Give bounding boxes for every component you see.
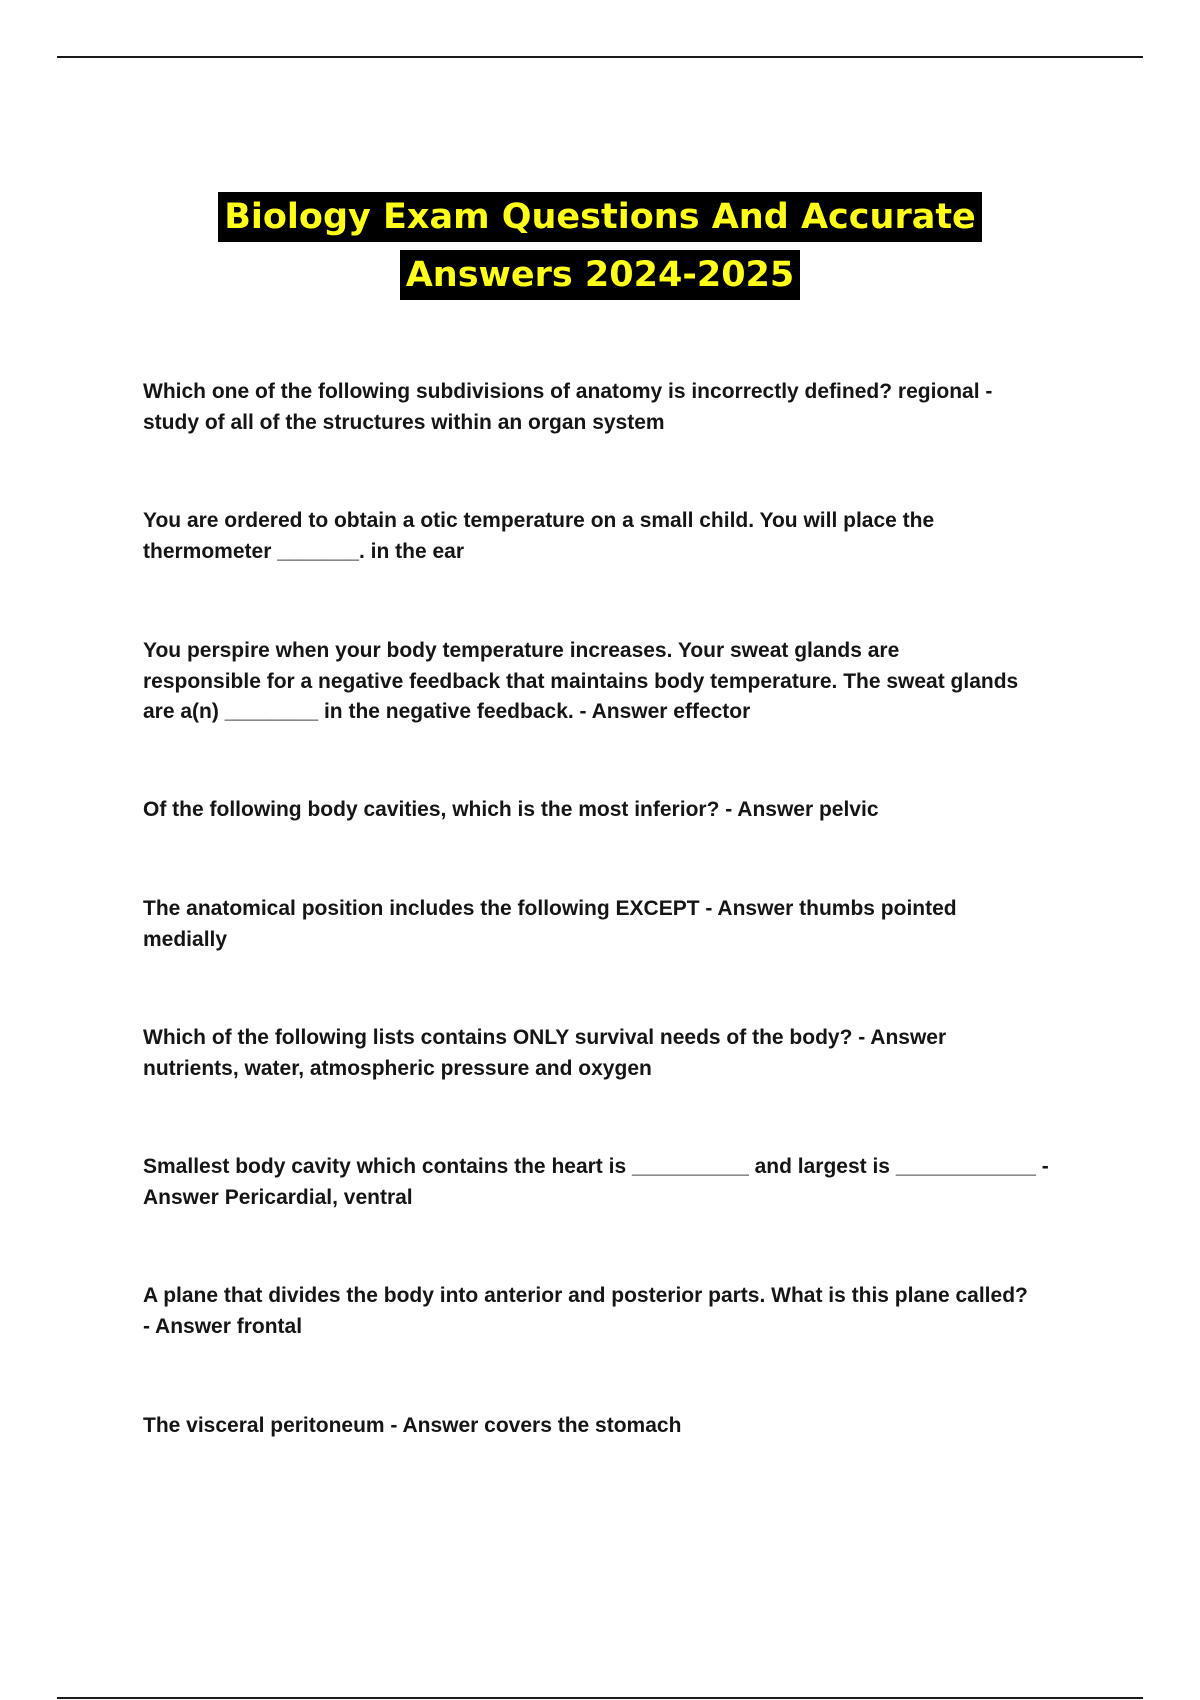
question-line: Which of the following lists contains ONLY survival needs of the body? - Answer: [143, 1026, 947, 1049]
question-line: medially: [143, 927, 228, 951]
question-line: study of all of the structures within an organ system: [143, 410, 665, 434]
question-line: - Answer frontal: [143, 1314, 303, 1338]
question-item: [143, 894, 1093, 955]
question-line: are a(n) ________ in the negative feedback. - Answer effector: [143, 700, 751, 723]
question-item: [143, 1152, 1093, 1213]
question-item: [143, 1023, 1093, 1084]
question-line: You are ordered to obtain a otic temperature on a small child. You will place the: [143, 509, 935, 532]
bottom-divider: [57, 1697, 1143, 1699]
document-title: [0, 192, 1200, 300]
question-line: A plane that divides the body into anterior and posterior parts. What is this plane called?: [143, 1284, 1028, 1307]
question-line: thermometer _______. in the ear: [143, 539, 464, 563]
question-item: [143, 1411, 1093, 1442]
question-line: nutrients, water, atmospheric pressure and oxygen: [143, 1056, 652, 1080]
question-item: [143, 1281, 1093, 1342]
question-item: [143, 795, 1093, 826]
question-line: The anatomical position includes the following EXCEPT - Answer thumbs pointed: [143, 897, 957, 920]
question-item: [143, 636, 1093, 728]
question-line: You perspire when your body temperature increases. Your sweat glands are: [143, 639, 900, 662]
top-divider: [57, 56, 1143, 58]
question-line: Answer Pericardial, ventral: [143, 1185, 413, 1209]
title-line-2: Answers 2024-2025: [400, 250, 801, 300]
question-line: responsible for a negative feedback that maintains body temperature. The sweat glands: [143, 669, 1019, 693]
question-item: [143, 377, 1093, 438]
question-line: Of the following body cavities, which is the most inferior? - Answer pelvic: [143, 798, 879, 821]
question-item: [143, 506, 1093, 567]
question-line: Smallest body cavity which contains the heart is __________ and largest is ____________ -: [143, 1155, 1049, 1178]
title-line-1: Biology Exam Questions And Accurate: [218, 192, 982, 242]
question-line: The visceral peritoneum - Answer covers the stomach: [143, 1414, 682, 1437]
question-line: Which one of the following subdivisions of anatomy is incorrectly defined? regional -: [143, 380, 993, 403]
